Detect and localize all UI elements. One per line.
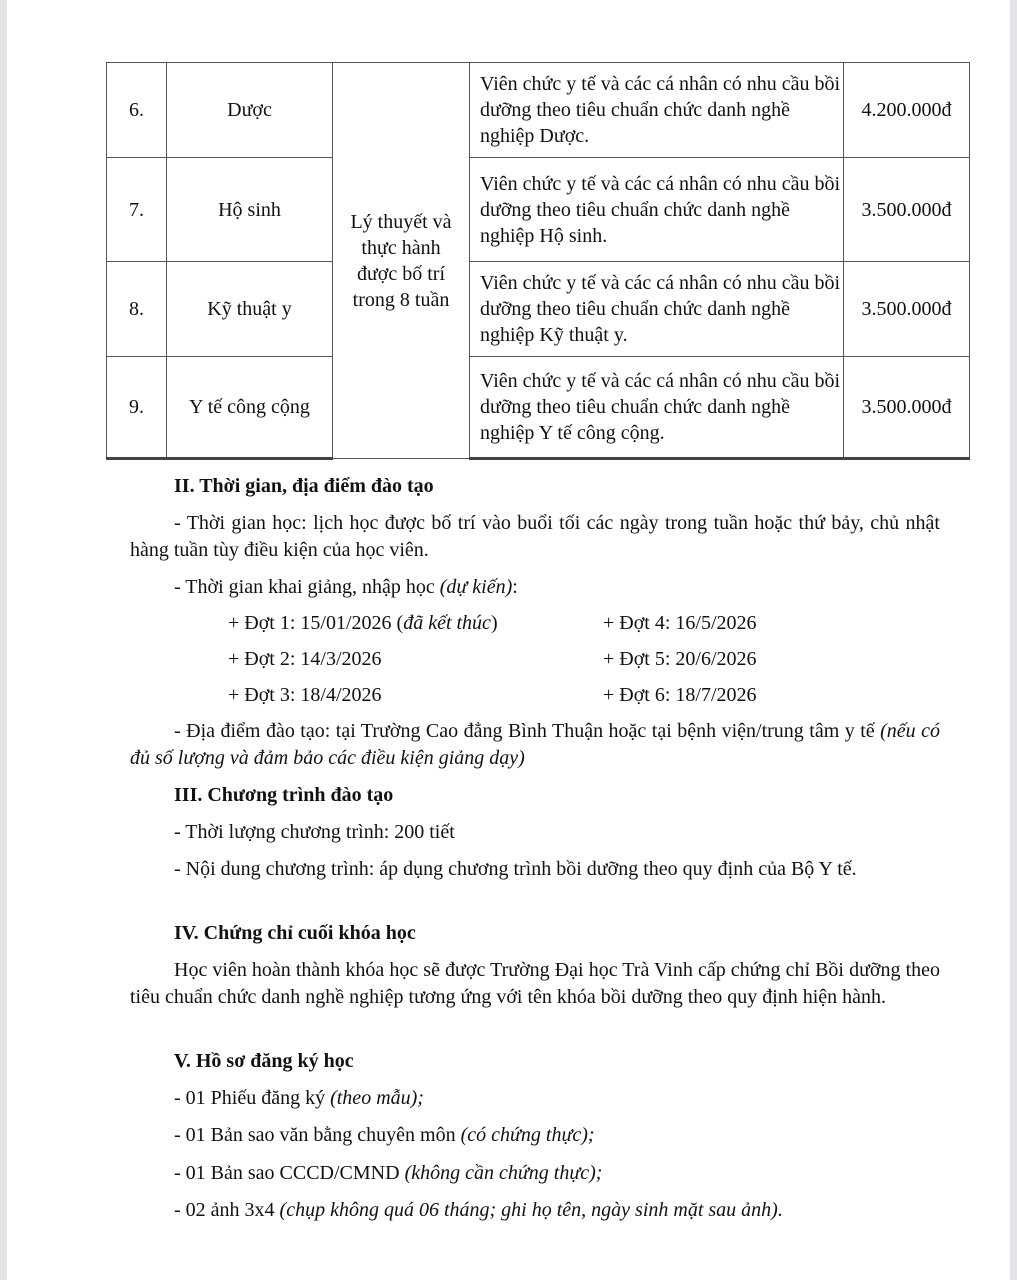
certificate-paragraph: Học viên hoàn thành khóa học sẽ được Trường Đại học Trà Vinh cấp chứng chỉ Bồi dưỡng theo tiêu chuẩn chức danh nghề nghiệp tương ứng với tên khóa bồi dưỡng theo quy định hiện hành. [130, 959, 940, 1008]
target-audience: Viên chức y tế và các cá nhân có nhu cầu bồi dưỡng theo tiêu chuẩn chức danh nghề nghiệp Hộ sinh. [470, 158, 844, 262]
location-note: (nếu có đủ số lượng và đảm bảo các điều kiện giảng dạy) [130, 720, 940, 769]
section-heading-program: III. Chương trình đào tạo [174, 784, 394, 806]
registration-item: - 01 Bản sao văn bằng chuyên môn (có chứng thực); [174, 1124, 595, 1146]
program-duration: - Thời lượng chương trình: 200 tiết [174, 821, 455, 843]
location-paragraph: - Địa điểm đào tạo: tại Trường Cao đẳng Bình Thuận hoặc tại bệnh viện/trung tâm y tế (nếu có đủ số lượng và đảm bảo các điều kiện giảng dạy) [130, 720, 940, 769]
training-mode-cell [333, 63, 470, 459]
course-fee-table [106, 62, 970, 460]
course-fee: 3.500.000đ [844, 262, 970, 357]
course-name: Hộ sinh [167, 158, 333, 262]
course-fee: 3.500.000đ [844, 158, 970, 262]
program-content: - Nội dung chương trình: áp dụng chương trình bồi dưỡng theo quy định của Bộ Y tế. [174, 858, 857, 880]
table-row [107, 262, 970, 357]
training-mode-line: được bố trí [356, 262, 446, 285]
row-number: 6. [107, 63, 167, 158]
course-fee: 3.500.000đ [844, 357, 970, 459]
training-mode-line: Lý thuyết và [350, 210, 452, 233]
row-number: 7. [107, 158, 167, 262]
batch-item: + Đợt 2: 14/3/2026 [228, 648, 382, 670]
opening-schedule-label: - Thời gian khai giảng, nhập học (dự kiến): [174, 576, 518, 598]
section-heading-certificate: IV. Chứng chỉ cuối khóa học [174, 922, 416, 944]
registration-item: - 01 Bản sao CCCD/CMND (không cần chứng thực); [174, 1162, 603, 1184]
batch-item: + Đợt 5: 20/6/2026 [603, 648, 757, 670]
training-mode-line: thực hành [361, 236, 441, 259]
row-number: 8. [107, 262, 167, 357]
training-mode-line: trong 8 tuần [352, 288, 450, 311]
opening-note: (dự kiến) [439, 576, 513, 598]
batch-item: + Đợt 3: 18/4/2026 [228, 684, 382, 706]
target-audience: Viên chức y tế và các cá nhân có nhu cầu bồi dưỡng theo tiêu chuẩn chức danh nghề nghiệp Kỹ thuật y. [470, 262, 844, 357]
registration-item: - 02 ảnh 3x4 (chụp không quá 06 tháng; ghi họ tên, ngày sinh mặt sau ảnh). [174, 1199, 783, 1221]
registration-item: - 01 Phiếu đăng ký (theo mẫu); [174, 1087, 424, 1109]
batch-item: + Đợt 1: 15/01/2026 (đã kết thúc) [228, 612, 498, 634]
table-row [107, 63, 970, 158]
target-audience: Viên chức y tế và các cá nhân có nhu cầu bồi dưỡng theo tiêu chuẩn chức danh nghề nghiệp Y tế công cộng. [470, 357, 844, 459]
study-time-paragraph: - Thời gian học: lịch học được bố trí vào buổi tối các ngày trong tuần hoặc thứ bảy, chủ nhật hàng tuần tùy điều kiện của học viên. [130, 512, 940, 561]
section-heading-time-location: II. Thời gian, địa điểm đào tạo [174, 475, 434, 497]
target-audience: Viên chức y tế và các cá nhân có nhu cầu bồi dưỡng theo tiêu chuẩn chức danh nghề nghiệp Dược. [470, 63, 844, 158]
course-name: Kỹ thuật y [167, 262, 333, 357]
course-name: Dược [167, 63, 333, 158]
row-number: 9. [107, 357, 167, 459]
batch-item: + Đợt 6: 18/7/2026 [603, 684, 757, 706]
course-name: Y tế công cộng [167, 357, 333, 459]
section-heading-registration: V. Hồ sơ đăng ký học [174, 1050, 354, 1072]
course-fee: 4.200.000đ [844, 63, 970, 158]
table-row [107, 158, 970, 262]
batch-item: + Đợt 4: 16/5/2026 [603, 612, 757, 634]
table-row [107, 357, 970, 459]
